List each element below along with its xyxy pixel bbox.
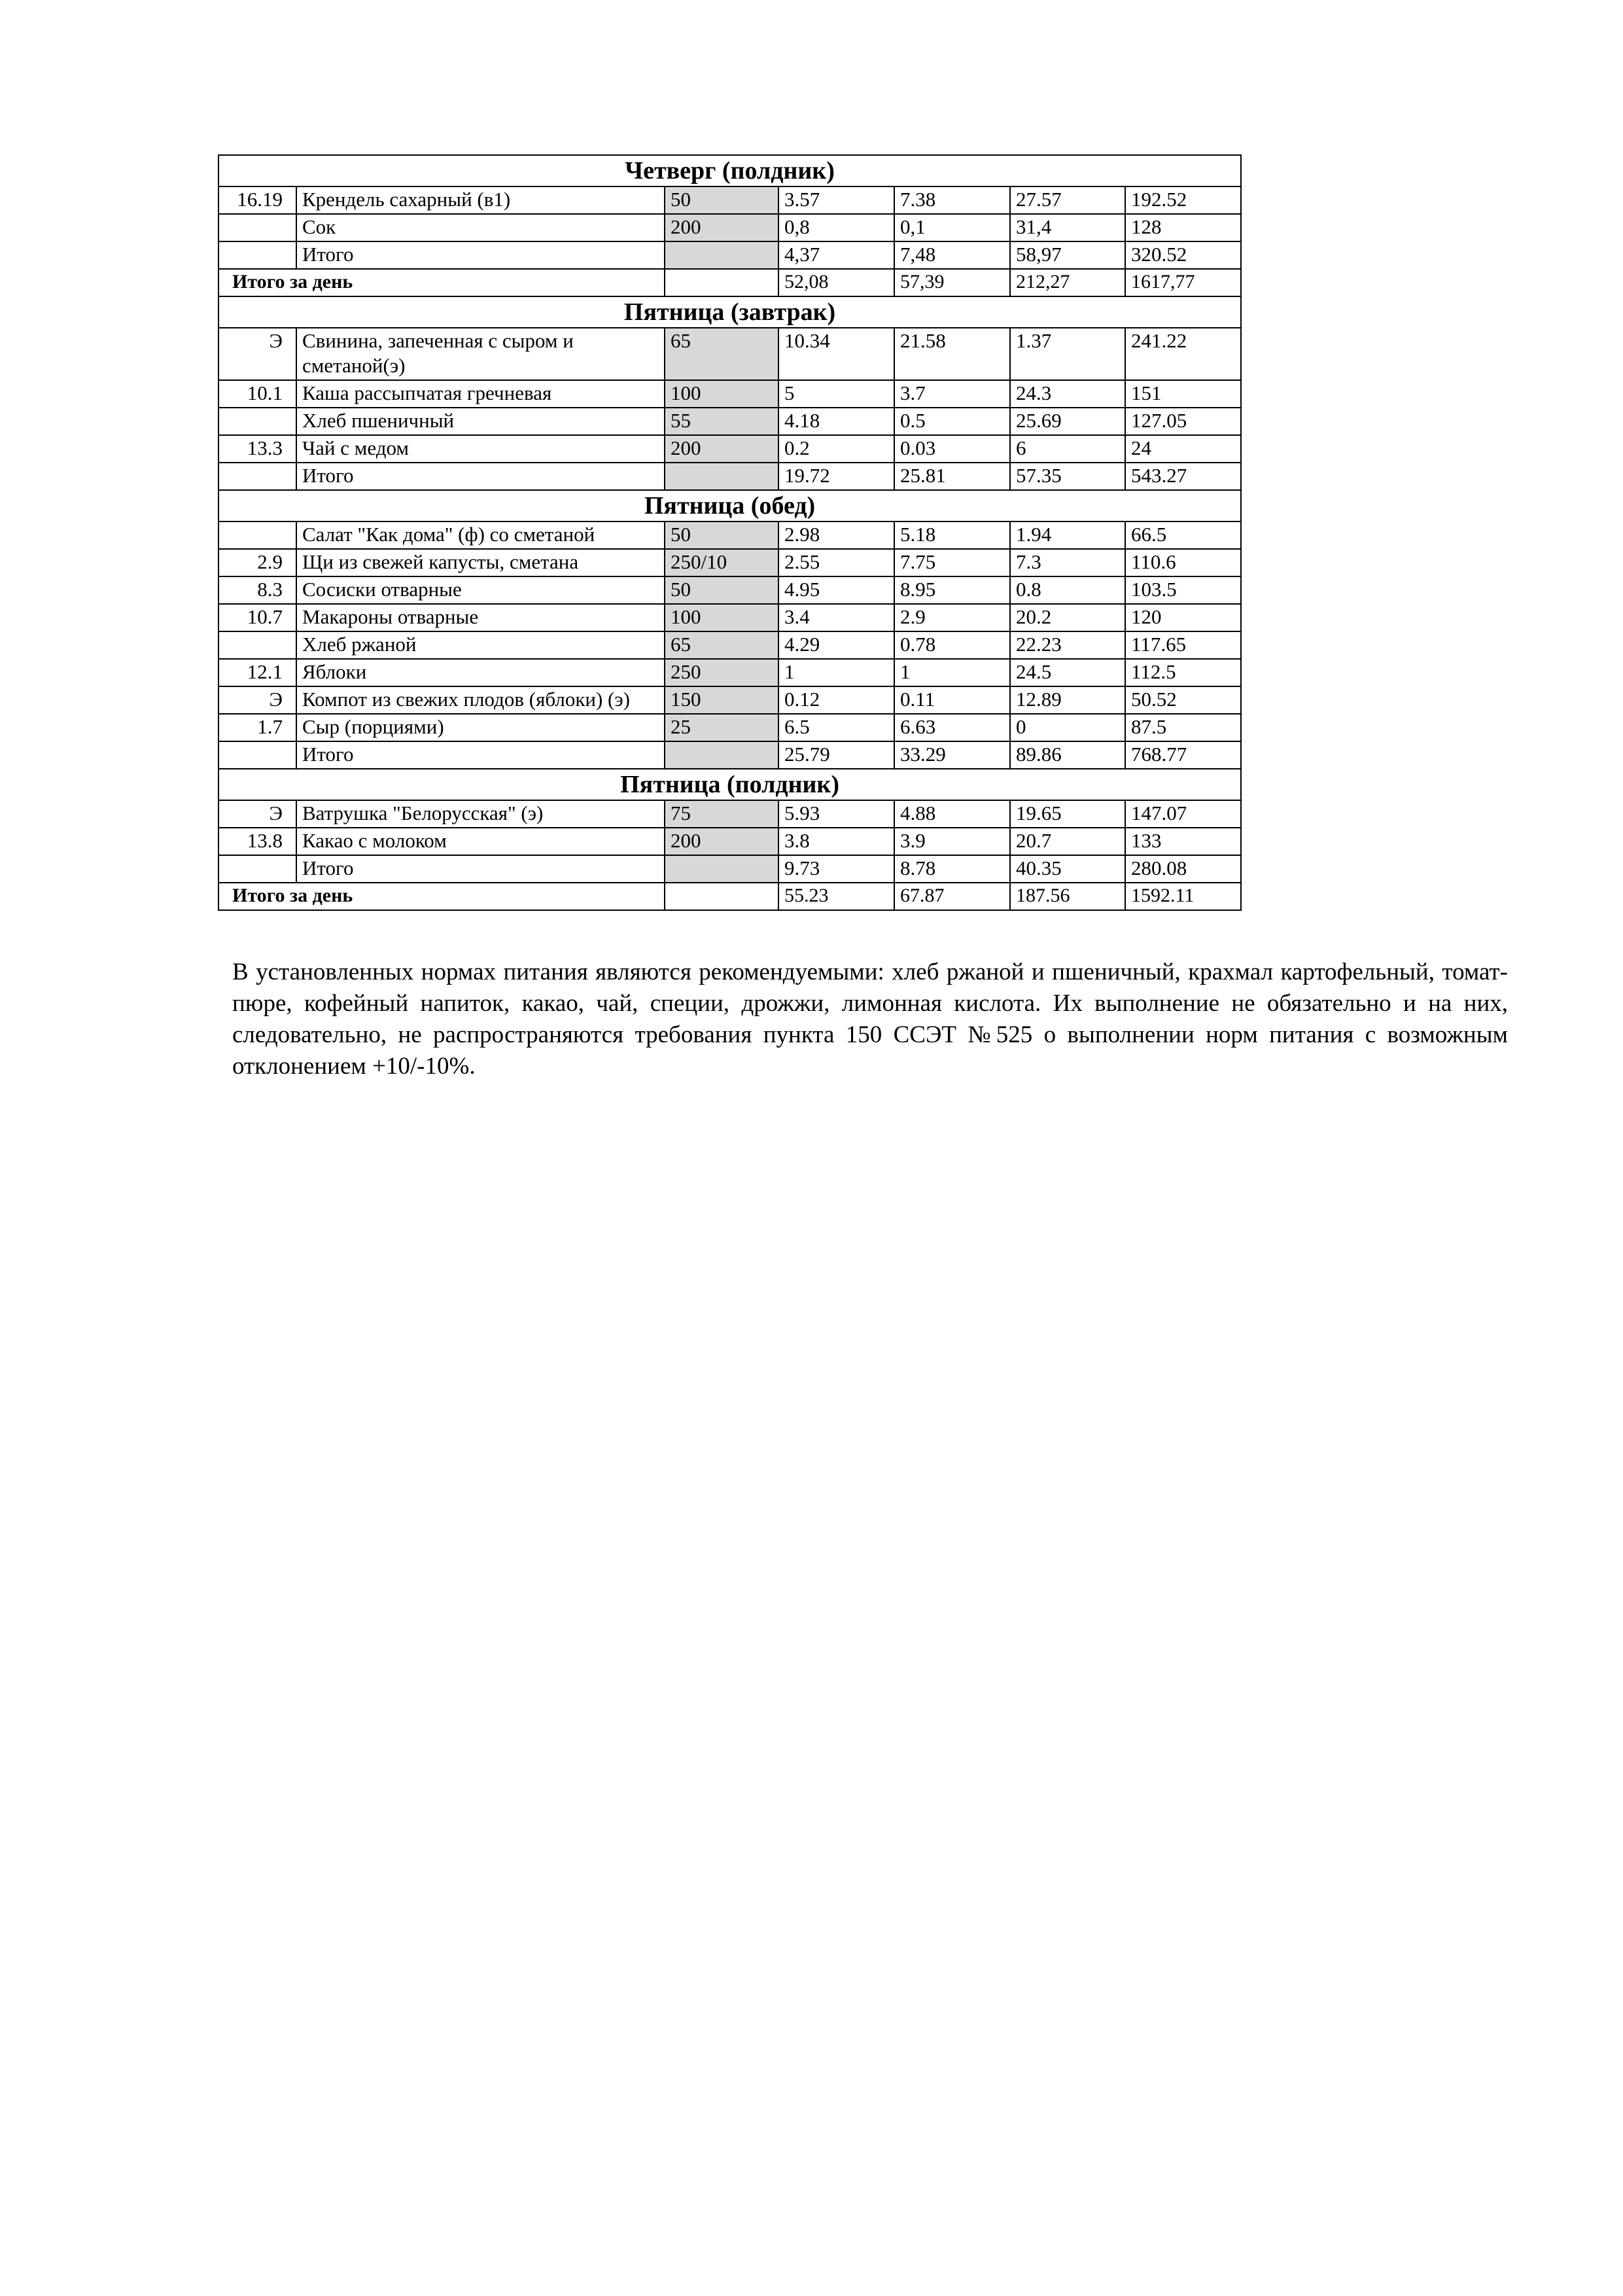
cell-v3: 1.37: [1010, 328, 1125, 380]
cell-v1: 5.93: [778, 800, 894, 828]
cell-v3: 6: [1010, 435, 1125, 463]
section-title: Пятница (обед): [218, 490, 1241, 521]
cell-name: Итого: [296, 463, 665, 490]
cell-v4: 1592.11: [1125, 883, 1241, 910]
cell-weight: [665, 241, 778, 269]
table-row: [218, 855, 1241, 883]
cell-v4: 543.27: [1125, 463, 1241, 490]
section-header-row: [218, 296, 1241, 328]
cell-weight: 65: [665, 631, 778, 659]
cell-weight: 100: [665, 380, 778, 408]
cell-v1: 9.73: [778, 855, 894, 883]
cell-v2: 2.9: [894, 604, 1010, 631]
cell-v2: 0,1: [894, 214, 1010, 241]
cell-v2: 0.5: [894, 408, 1010, 435]
table-row: [218, 521, 1241, 549]
cell-name: Какао с молоком: [296, 828, 665, 855]
cell-v1: 3.8: [778, 828, 894, 855]
cell-v2: 1: [894, 659, 1010, 686]
section-header-row: [218, 490, 1241, 521]
cell-v4: 110.6: [1125, 549, 1241, 576]
section-header-row: [218, 769, 1241, 800]
cell-v2: 7.38: [894, 186, 1010, 214]
cell-name: Салат "Как дома" (ф) со сметаной: [296, 521, 665, 549]
table-row: [218, 576, 1241, 604]
day-total-row: [218, 269, 1241, 296]
cell-v3: 22.23: [1010, 631, 1125, 659]
cell-name: Ватрушка "Белорусская" (э): [296, 800, 665, 828]
cell-v4: 151: [1125, 380, 1241, 408]
cell-v4: 103.5: [1125, 576, 1241, 604]
table-row: [218, 741, 1241, 769]
cell-code: Э: [218, 686, 296, 714]
cell-v3: 19.65: [1010, 800, 1125, 828]
table-row: [218, 241, 1241, 269]
cell-weight: 150: [665, 686, 778, 714]
cell-name: Каша рассыпчатая гречневая: [296, 380, 665, 408]
cell-code: 13.8: [218, 828, 296, 855]
cell-code: 10.1: [218, 380, 296, 408]
table-row: [218, 328, 1241, 380]
cell-v3: 40.35: [1010, 855, 1125, 883]
cell-code: 2.9: [218, 549, 296, 576]
cell-name: Итого: [296, 241, 665, 269]
cell-name: Компот из свежих плодов (яблоки) (э): [296, 686, 665, 714]
cell-v1: 0,8: [778, 214, 894, 241]
cell-v2: 0.03: [894, 435, 1010, 463]
cell-v3: 0: [1010, 714, 1125, 741]
table-row: [218, 186, 1241, 214]
cell-name: Макароны отварные: [296, 604, 665, 631]
cell-v3: 24.5: [1010, 659, 1125, 686]
cell-v3: 58,97: [1010, 241, 1125, 269]
cell-v2: 0.11: [894, 686, 1010, 714]
cell-weight: 250/10: [665, 549, 778, 576]
cell-v4: 66.5: [1125, 521, 1241, 549]
cell-v4: 241.22: [1125, 328, 1241, 380]
cell-weight: 200: [665, 435, 778, 463]
cell-v3: 89.86: [1010, 741, 1125, 769]
cell-code: 12.1: [218, 659, 296, 686]
section-title: Пятница (полдник): [218, 769, 1241, 800]
cell-code: [218, 855, 296, 883]
cell-weight: 50: [665, 186, 778, 214]
cell-weight: 25: [665, 714, 778, 741]
cell-v1: 3.4: [778, 604, 894, 631]
cell-code: 8.3: [218, 576, 296, 604]
cell-v1: 10.34: [778, 328, 894, 380]
table-row: [218, 408, 1241, 435]
cell-name: Сосиски отварные: [296, 576, 665, 604]
day-total-row: [218, 883, 1241, 910]
cell-v3: 24.3: [1010, 380, 1125, 408]
cell-v1: 1: [778, 659, 894, 686]
cell-weight: 65: [665, 328, 778, 380]
cell-v3: 12.89: [1010, 686, 1125, 714]
day-total-label: Итого за день: [218, 269, 665, 296]
cell-v1: 5: [778, 380, 894, 408]
cell-v2: 0.78: [894, 631, 1010, 659]
cell-v3: 20.2: [1010, 604, 1125, 631]
cell-v2: 25.81: [894, 463, 1010, 490]
cell-code: Э: [218, 800, 296, 828]
cell-code: 10.7: [218, 604, 296, 631]
cell-v4: 192.52: [1125, 186, 1241, 214]
cell-v3: 20.7: [1010, 828, 1125, 855]
table-row: [218, 435, 1241, 463]
cell-v1: 55.23: [778, 883, 894, 910]
cell-weight: [665, 269, 778, 296]
cell-v3: 0.8: [1010, 576, 1125, 604]
cell-code: 16.19: [218, 186, 296, 214]
menu-table: [218, 154, 1242, 911]
cell-weight: 55: [665, 408, 778, 435]
cell-v2: 4.88: [894, 800, 1010, 828]
cell-v3: 187.56: [1010, 883, 1125, 910]
cell-name: Хлеб пшеничный: [296, 408, 665, 435]
cell-v3: 1.94: [1010, 521, 1125, 549]
table-row: [218, 380, 1241, 408]
cell-v1: 52,08: [778, 269, 894, 296]
cell-v1: 19.72: [778, 463, 894, 490]
cell-v1: 2.55: [778, 549, 894, 576]
cell-v3: 31,4: [1010, 214, 1125, 241]
cell-v1: 0.12: [778, 686, 894, 714]
cell-name: Щи из свежей капусты, сметана: [296, 549, 665, 576]
note-paragraph: В установленных нормах питания являются рекомендуемыми: хлеб ржаной и пшеничный, крахмал картофельный, томат-пюре, кофейный напиток, какао, чай, специи, дрожжи, лимонная кислота. Их выполнение не обязательно и на них, следовательно, не распространяются требования пункта 150 ССЭТ №525 о выполнении норм питания с возможным отклонением +10/-10%.: [232, 959, 1508, 1080]
cell-v2: 3.7: [894, 380, 1010, 408]
cell-v2: 3.9: [894, 828, 1010, 855]
cell-weight: 50: [665, 521, 778, 549]
section-header-row: [218, 155, 1241, 186]
cell-v4: 24: [1125, 435, 1241, 463]
cell-code: [218, 241, 296, 269]
cell-v4: 768.77: [1125, 741, 1241, 769]
cell-weight: 200: [665, 214, 778, 241]
cell-name: Яблоки: [296, 659, 665, 686]
cell-name: Крендель сахарный (в1): [296, 186, 665, 214]
cell-v4: 112.5: [1125, 659, 1241, 686]
cell-v1: 3.57: [778, 186, 894, 214]
cell-v4: 280.08: [1125, 855, 1241, 883]
cell-v1: 4.95: [778, 576, 894, 604]
cell-v2: 5.18: [894, 521, 1010, 549]
cell-v4: 117.65: [1125, 631, 1241, 659]
cell-v4: 87.5: [1125, 714, 1241, 741]
cell-name: Итого: [296, 741, 665, 769]
cell-v1: 2.98: [778, 521, 894, 549]
cell-v2: 6.63: [894, 714, 1010, 741]
cell-code: 13.3: [218, 435, 296, 463]
cell-name: Хлеб ржаной: [296, 631, 665, 659]
table-row: [218, 631, 1241, 659]
cell-weight: [665, 883, 778, 910]
table-row: [218, 828, 1241, 855]
cell-weight: [665, 741, 778, 769]
table-row: [218, 214, 1241, 241]
cell-v4: 120: [1125, 604, 1241, 631]
cell-v3: 27.57: [1010, 186, 1125, 214]
cell-weight: 200: [665, 828, 778, 855]
cell-code: [218, 214, 296, 241]
table-row: [218, 714, 1241, 741]
cell-v2: 7.75: [894, 549, 1010, 576]
cell-v2: 33.29: [894, 741, 1010, 769]
cell-weight: 50: [665, 576, 778, 604]
cell-v1: 25.79: [778, 741, 894, 769]
cell-v2: 8.78: [894, 855, 1010, 883]
table-row: [218, 604, 1241, 631]
cell-code: 1.7: [218, 714, 296, 741]
cell-v2: 57,39: [894, 269, 1010, 296]
table-row: [218, 800, 1241, 828]
cell-v4: 127.05: [1125, 408, 1241, 435]
cell-v4: 133: [1125, 828, 1241, 855]
cell-weight: [665, 855, 778, 883]
cell-v1: 0.2: [778, 435, 894, 463]
cell-v4: 320.52: [1125, 241, 1241, 269]
cell-name: Сок: [296, 214, 665, 241]
cell-name: Свинина, запеченная с сыром и сметаной(э): [296, 328, 665, 380]
table-row: [218, 463, 1241, 490]
cell-v4: 147.07: [1125, 800, 1241, 828]
cell-v3: 212,27: [1010, 269, 1125, 296]
cell-v4: 128: [1125, 214, 1241, 241]
cell-v3: 25.69: [1010, 408, 1125, 435]
cell-name: Сыр (порциями): [296, 714, 665, 741]
cell-v1: 4,37: [778, 241, 894, 269]
day-total-label: Итого за день: [218, 883, 665, 910]
table-row: [218, 549, 1241, 576]
table-row: [218, 659, 1241, 686]
cell-code: [218, 631, 296, 659]
cell-weight: 100: [665, 604, 778, 631]
cell-weight: [665, 463, 778, 490]
cell-v2: 7,48: [894, 241, 1010, 269]
cell-name: Чай с медом: [296, 435, 665, 463]
cell-v2: 67.87: [894, 883, 1010, 910]
section-title: Четверг (полдник): [218, 155, 1241, 186]
cell-v3: 57.35: [1010, 463, 1125, 490]
section-title: Пятница (завтрак): [218, 296, 1241, 328]
cell-code: [218, 463, 296, 490]
cell-code: [218, 521, 296, 549]
cell-v1: 6.5: [778, 714, 894, 741]
cell-weight: 250: [665, 659, 778, 686]
cell-weight: 75: [665, 800, 778, 828]
menu-table-body: [218, 155, 1241, 910]
cell-v1: 4.29: [778, 631, 894, 659]
cell-name: Итого: [296, 855, 665, 883]
cell-v4: 50.52: [1125, 686, 1241, 714]
table-row: [218, 686, 1241, 714]
cell-v3: 7.3: [1010, 549, 1125, 576]
cell-code: [218, 408, 296, 435]
cell-code: [218, 741, 296, 769]
cell-v2: 8.95: [894, 576, 1010, 604]
cell-v1: 4.18: [778, 408, 894, 435]
cell-v2: 21.58: [894, 328, 1010, 380]
cell-code: Э: [218, 328, 296, 380]
cell-v4: 1617,77: [1125, 269, 1241, 296]
